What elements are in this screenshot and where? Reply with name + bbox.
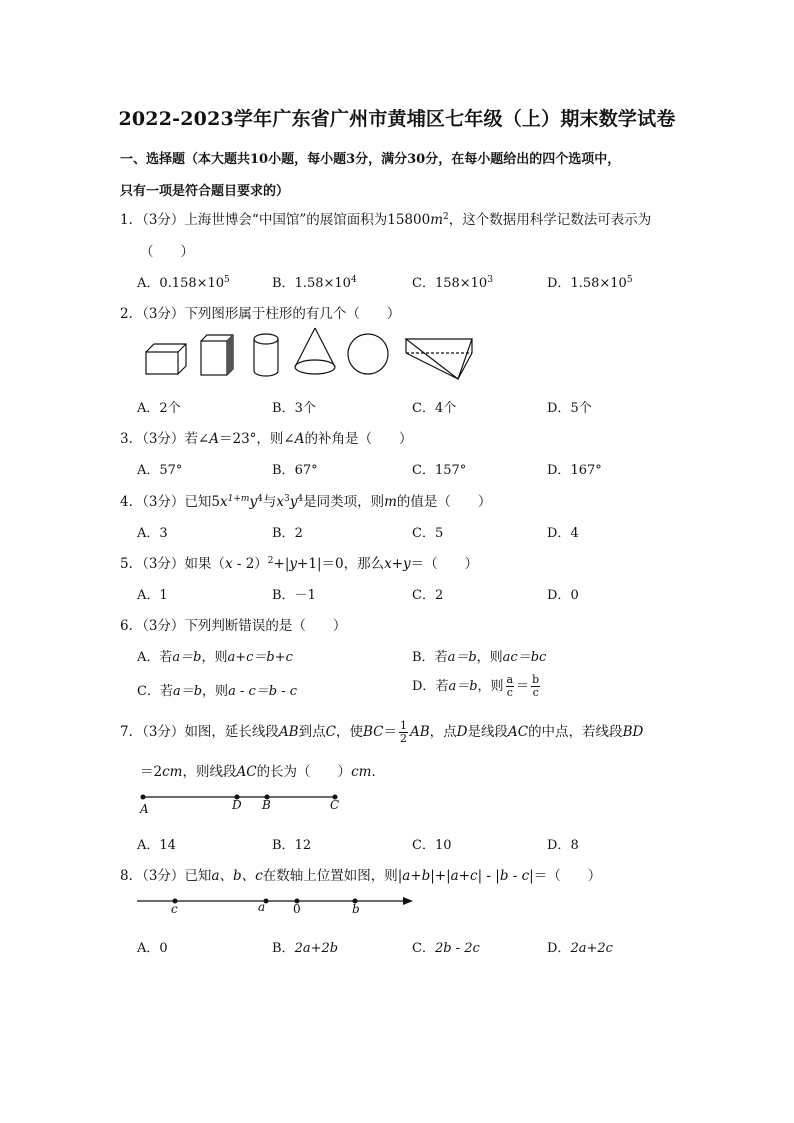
label-c: c — [171, 902, 178, 916]
question-7-line2: ＝2cm，则线段AC的长为（ ）cm． — [140, 764, 385, 780]
q3-option-a: A．57° — [137, 463, 183, 478]
q1-option-d: D．$1.58\times 10^5$ — [547, 275, 633, 291]
cube-shape — [201, 335, 233, 375]
question-number: 1．（3分） — [120, 212, 185, 228]
q2-option-d: D．5个 — [547, 401, 592, 416]
question-7: 7．（3分）如图，延长线段AB到点C，使BC＝ $\frac{1}{2}$ AB，点D是线段AC的中点，若线段BD — [120, 719, 644, 745]
q8-option-c: C．2b - 2c — [412, 941, 480, 956]
sphere-shape — [348, 334, 388, 374]
question-1-paren: （ ） — [140, 244, 194, 260]
section-header-line2: 只有一项是符合题目要求的） — [120, 184, 290, 199]
q4-option-a: A．3 — [137, 526, 168, 541]
q6-option-b: B．若a＝b，则ac＝bc — [412, 650, 547, 665]
fraction-one-half: $\frac{1}{2}$ — [399, 719, 407, 745]
question-6: 6．（3分）下列判断错误的是（ ） — [120, 618, 347, 634]
q5-option-b: B．－1 — [272, 588, 316, 603]
q5-option-c: C．2 — [412, 588, 444, 603]
arrow-right-icon — [403, 897, 413, 905]
q7-option-d: D．8 — [547, 838, 579, 853]
q4-option-d: D．4 — [547, 526, 579, 541]
question-number: 5．（3分） — [120, 556, 185, 572]
question-3: 3．（3分）若∠A＝23°，则∠A的补角是（ ） — [120, 431, 413, 447]
label-a: A — [140, 802, 149, 816]
segment-figure — [135, 788, 355, 818]
q3-option-d: D．167° — [547, 463, 602, 478]
q7-option-c: C．10 — [412, 838, 452, 853]
label-a: a — [258, 900, 266, 914]
fraction-b-over-c: $\frac{b}{c}$ — [532, 673, 540, 699]
q2-option-c: C．4个 — [412, 401, 457, 416]
q8-option-b: B．2a+2b — [272, 941, 339, 956]
question-number: 6．（3分） — [120, 618, 185, 634]
q4-option-c: C．5 — [412, 526, 444, 541]
q3-option-b: B．67° — [272, 463, 318, 478]
q5-option-a: A．1 — [137, 588, 168, 603]
question-number: 8．（3分） — [120, 868, 185, 884]
q5-option-d: D．0 — [547, 588, 579, 603]
triangular-prism-shape — [406, 339, 472, 379]
q6-option-d: D．若a＝b，则 $\frac{a}{c}$ ＝ $\frac{b}{c}$ — [412, 673, 540, 699]
q2-option-a: A．2个 — [137, 401, 181, 416]
q7-option-a: A．14 — [137, 838, 176, 853]
q6-option-c: C．若a＝b，则a - c＝b - c — [137, 684, 298, 699]
label-c: C — [330, 798, 340, 812]
q2-option-b: B．3个 — [272, 401, 316, 416]
label-b: b — [352, 902, 360, 916]
label-b: B — [262, 798, 271, 812]
solids-figure — [140, 325, 480, 385]
cylinder-shape — [254, 334, 278, 376]
q4-option-b: B．2 — [272, 526, 303, 541]
fraction-a-over-c: $\frac{a}{c}$ — [506, 673, 514, 699]
q8-option-d: D．2a+2c — [547, 941, 613, 956]
question-4: 4．（3分）已知$5x^{1+m}y^4$与$x^3y^4$是同类项，则m的值是（ ） — [120, 494, 492, 510]
question-1: 1．（3分）上海世博会“中国馆”的展馆面积为$15800m^2$，这个数据用科学记数法可表示为 — [120, 212, 652, 228]
q8-option-a: A．0 — [137, 941, 168, 956]
point-a — [141, 795, 146, 800]
question-2: 2．（3分）下列图形属于柱形的有几个（ ） — [120, 306, 401, 322]
question-number: 3．（3分） — [120, 431, 185, 447]
q1-option-c: C．$158\times 10^3$ — [412, 275, 493, 291]
question-number: 4．（3分） — [120, 494, 185, 510]
question-number: 7．（3分） — [120, 724, 185, 740]
question-5: 5．（3分）如果（x - 2）$^2$+|y+1|＝0，那么x+y＝（ ） — [120, 556, 479, 572]
label-zero: 0 — [293, 902, 301, 916]
label-d: D — [232, 798, 242, 812]
section-header-line1: 一、选择题（本大题共10小题，每小题3分，满分30分，在每小题给出的四个选项中， — [120, 152, 621, 167]
q3-option-c: C．157° — [412, 463, 467, 478]
cone-shape — [295, 328, 335, 374]
q1-option-b: B．$1.58\times 10^4$ — [272, 275, 357, 291]
question-number: 2．（3分） — [120, 306, 185, 322]
q1-option-a: A．$0.158\times 10^5$ — [137, 275, 230, 291]
cuboid-shape — [146, 344, 186, 374]
q7-option-b: B．12 — [272, 838, 312, 853]
q6-option-a: A．若a＝b，则a+c＝b+c — [137, 650, 293, 665]
question-8: 8．（3分）已知a、b、c在数轴上位置如图，则|a+b|+|a+c| - |b - c|＝（ ） — [120, 868, 602, 884]
page-title: 2022-2023学年广东省广州市黄埔区七年级（上）期末数学试卷 — [118, 108, 676, 130]
